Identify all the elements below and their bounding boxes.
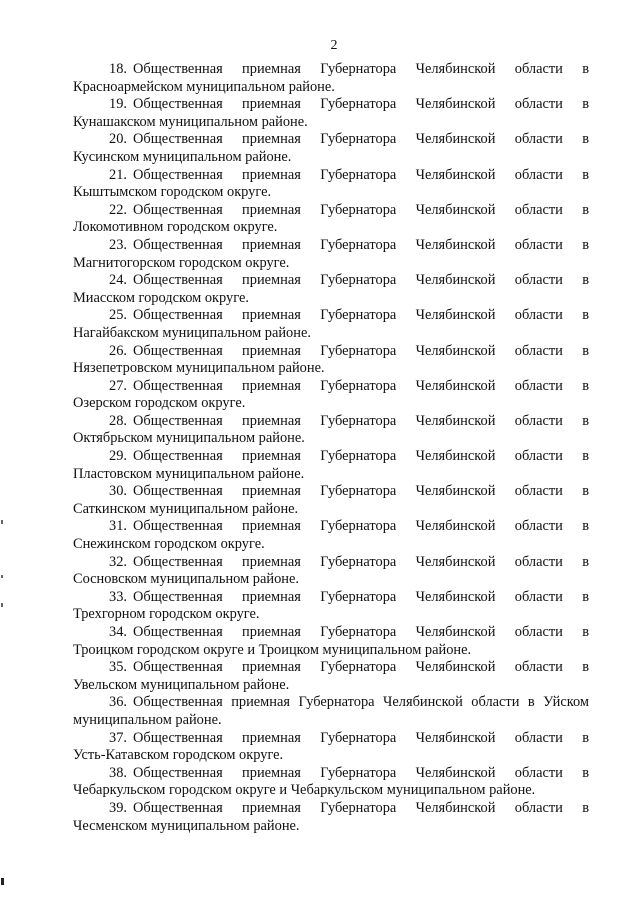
item-text-head: Общественная приемная Губернатора Челябинской области в [133,272,589,289]
item-number: 26. [109,342,127,359]
item-number: 36. [109,694,127,711]
item-text-head: Общественная приемная Губернатора Челябинской области в [133,412,589,429]
list-item [73,765,589,800]
list-item [73,96,589,131]
item-number: 24. [109,272,127,289]
list-item [73,307,589,342]
item-text-head: Общественная приемная Губернатора Челябинской области в [133,201,589,218]
item-text-tail: Чебаркульском городском округе и Чебаркульском муниципальном районе. [73,782,536,799]
item-text-head: Общественная приемная Губернатора Челябинской области в [133,377,589,394]
item-text-tail: Нязепетровском муниципальном районе. [73,360,325,377]
item-text-tail: Миасском городском округе. [73,289,249,306]
item-text-head: Общественная приемная Губернатора Челябинской области в [133,588,589,605]
item-text-head: Общественная приемная Губернатора Челябинской области в [133,764,589,781]
item-number: 38. [109,764,127,781]
item-text-tail: Красноармейском муниципальном районе. [73,78,335,95]
item-text-head: Общественная приемная Губернатора Челябинской области в [133,96,589,113]
item-text-head: Общественная приемная Губернатора Челябинской области в [133,342,589,359]
item-text-tail: Саткинском муниципальном районе. [73,500,299,517]
list-item [73,518,589,553]
item-text-head: Общественная приемная Губернатора Челябинской области в [133,729,589,746]
scan-margin-mark [1,878,4,885]
list-item [73,378,589,413]
list-item [73,589,589,624]
item-number: 28. [109,412,127,429]
item-text-tail: Магнитогорском городском округе. [73,254,290,271]
list-item [73,730,589,765]
item-text-head: Общественная приемная Губернатора Челябинской области в [133,553,589,570]
list-item [73,272,589,307]
item-text-tail: Увельском муниципальном районе. [73,676,290,693]
item-text-head: Общественная приемная Губернатора Челябинской области в [133,624,589,640]
list-item [73,167,589,202]
item-text-tail: Трехгорном городском округе. [73,606,260,623]
list-item [73,800,589,835]
item-number: 19. [109,96,127,113]
item-text-head: Общественная приемная Губернатора Челябинской области в [133,131,589,148]
item-number: 25. [109,307,127,324]
item-text-tail: Усть-Катавском городском округе. [73,747,284,764]
list-item [73,343,589,378]
item-text-tail: Озерском городском округе. [73,395,246,412]
item-number: 37. [109,729,127,746]
item-number: 31. [109,518,127,535]
item-number: 22. [109,201,127,218]
item-text-head: Общественная приемная Губернатора Челябинской области в [133,483,589,500]
item-number: 34. [109,624,127,640]
item-text-tail: муниципальном районе. [73,711,222,728]
list-item [73,61,589,96]
list-item [73,131,589,166]
scan-margin-mark [1,575,3,578]
item-number: 33. [109,588,127,605]
item-text-head: Общественная приемная Губернатора Челябинской области в [133,799,589,816]
item-text-head: Общественная приемная Губернатора Челябинской области в Уйском [133,694,589,711]
item-text-head: Общественная приемная Губернатора Челябинской области в [133,448,589,465]
list-item [73,694,589,729]
item-text-tail: Нагайбакском муниципальном районе. [73,324,311,341]
item-number: 39. [109,799,127,816]
item-text-head: Общественная приемная Губернатора Челябинской области в [133,518,589,535]
item-number: 35. [109,659,127,676]
item-text-tail: Кыштымском городском округе. [73,184,272,201]
item-number: 30. [109,483,127,500]
item-text-head: Общественная приемная Губернатора Челябинской области в [133,236,589,253]
list-item [73,413,589,448]
item-text-tail: Октябрьском муниципальном районе. [73,430,305,447]
item-number: 20. [109,131,127,148]
item-text-tail: Снежинском городском округе. [73,536,265,553]
item-text-tail: Кунашакском муниципальном районе. [73,113,308,130]
item-text-tail: Троицком городском округе и Троицком муниципальном районе. [73,641,472,658]
item-text-head: Общественная приемная Губернатора Челябинской области в [133,61,589,77]
item-text-head: Общественная приемная Губернатора Челябинской области в [133,307,589,324]
item-text-head: Общественная приемная Губернатора Челябинской области в [133,659,589,676]
list-item [73,624,589,659]
scan-margin-mark [1,520,3,524]
page-number: 2 [330,38,338,53]
item-text-tail: Кусинском муниципальном районе. [73,148,292,165]
item-number: 23. [109,236,127,253]
item-text-tail: Сосновском муниципальном районе. [73,571,299,588]
item-text-tail: Локомотивном городском округе. [73,219,278,236]
item-number: 32. [109,553,127,570]
item-number: 27. [109,377,127,394]
item-text-tail: Чесменском муниципальном районе. [73,817,300,834]
list-item [73,659,589,694]
item-number: 21. [109,166,127,183]
list-item [73,237,589,272]
list-item [73,483,589,518]
list-item [73,554,589,589]
item-text-tail: Пластовском муниципальном районе. [73,465,305,482]
list-item [73,202,589,237]
item-number: 29. [109,448,127,465]
list-item [73,448,589,483]
reception-list [73,61,589,835]
item-number: 18. [109,61,127,77]
scan-margin-mark [1,603,3,607]
item-text-head: Общественная приемная Губернатора Челябинской области в [133,166,589,183]
